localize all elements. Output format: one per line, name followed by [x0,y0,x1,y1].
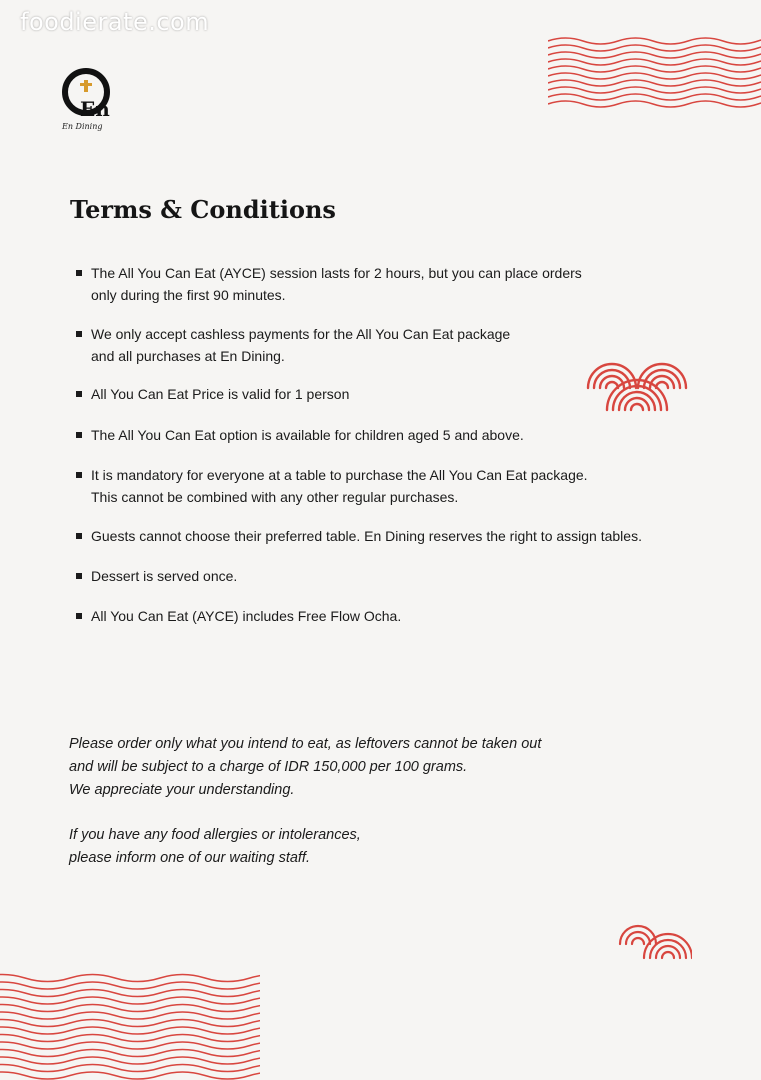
term-item [74,383,714,405]
term-item [74,464,714,508]
term-text: All You Can Eat Price is valid for 1 person [91,386,350,402]
bullet-icon [76,391,82,397]
allergy-note-line: please inform one of our waiting staff. [69,850,310,866]
bullet-icon [76,270,82,276]
term-item [74,262,714,306]
bullet-icon [76,472,82,478]
logo-caption: En Dining [62,122,103,131]
bullet-icon [76,573,82,579]
wave-pattern-bottom-left [0,968,260,1080]
wave-pattern-lower-right [616,918,692,962]
term-text: We only accept cashless payments for the All You Can Eat package [91,326,511,342]
svg-text:En: En [80,97,110,121]
page-title: Terms & Conditions [70,195,336,224]
leftover-note-line: Please order only what you intend to eat, as leftovers cannot be taken out [69,736,542,752]
term-text: It is mandatory for everyone at a table to purchase the All You Can Eat package. [91,467,588,483]
term-text: The All You Can Eat (AYCE) session lasts for 2 hours, but you can place orders [91,265,582,281]
wave-pattern-top-right [548,18,761,110]
leftover-note-line: and will be subject to a charge of IDR 150,000 per 100 grams. [69,759,468,775]
bullet-icon [76,331,82,337]
term-text: This cannot be combined with any other regular purchases. [91,489,459,505]
bullet-icon [76,533,82,539]
term-item [74,424,714,446]
watermark: foodierate.com [20,8,210,36]
term-text: All You Can Eat (AYCE) includes Free Flow Ocha. [91,608,402,624]
bullet-icon [76,432,82,438]
term-item [74,605,714,627]
term-item [74,323,714,367]
term-text: and all purchases at En Dining. [91,348,285,364]
term-text: Guests cannot choose their preferred table. En Dining reserves the right to assign tables. [91,528,642,544]
term-text: only during the first 90 minutes. [91,287,286,303]
notes-section [69,733,689,870]
allergy-note-line: If you have any food allergies or intolerances, [69,827,361,843]
term-text: Dessert is served once. [91,568,238,584]
term-item [74,565,714,587]
bullet-icon [76,613,82,619]
term-text: The All You Can Eat option is available for children aged 5 and above. [91,427,524,443]
leftover-note-line: We appreciate your understanding. [69,782,295,798]
term-item [74,525,714,547]
